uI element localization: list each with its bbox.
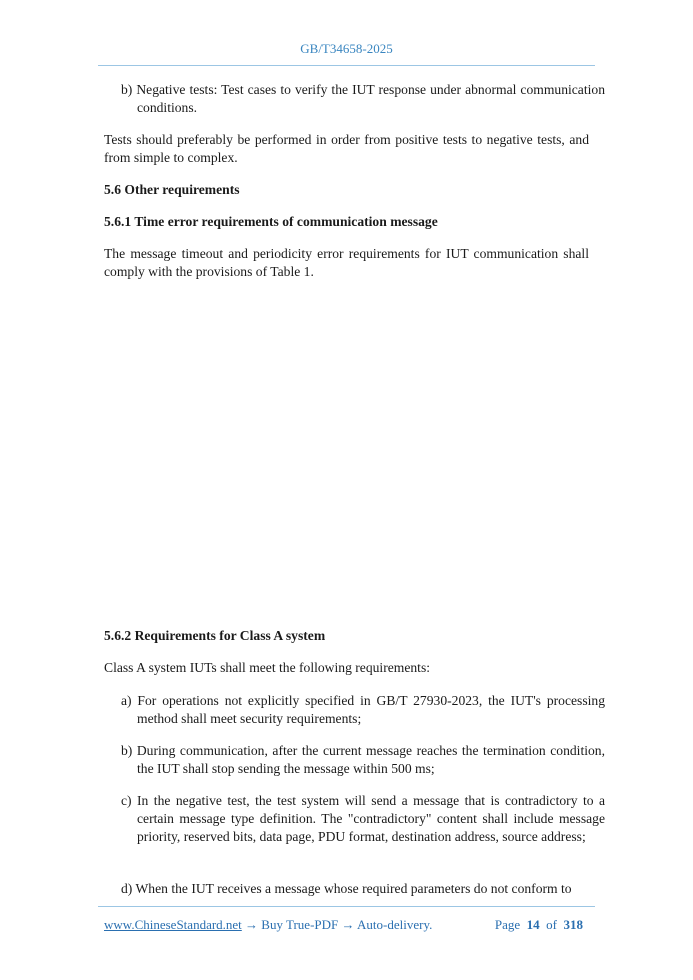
list-item: d) When the IUT receives a message whose required parameters do not conform to [121, 881, 572, 896]
page-indicator [495, 916, 583, 934]
paragraph-test-order: Tests should preferably be performed in order from positive tests to negative tests, and from simple to complex. [104, 132, 589, 165]
list-item: c) In the negative test, the test system will send a message that is contradictory to a certain message type definition. The "contradictory" content shall include message priority, reserved bits, data page, PDU format, destination address, source address; [121, 793, 605, 844]
website-link[interactable]: www.ChineseStandard.net [104, 917, 242, 932]
footer-promo [104, 916, 432, 934]
paragraph-class-a: Class A system IUTs shall meet the following requirements: [104, 660, 431, 675]
section-heading-5-6-1: 5.6.1 Time error requirements of communication message [104, 214, 438, 229]
header-divider [98, 65, 595, 66]
list-item: a) For operations not explicitly specified in GB/T 27930-2023, the IUT's processing method shall meet security requirements; [121, 693, 605, 726]
footer-divider [98, 906, 595, 907]
footer [104, 916, 583, 934]
current-page: 14 [526, 917, 540, 932]
footer-promo-text: → Buy True-PDF → Auto-delivery. [241, 917, 433, 932]
document-header-id: GB/T34658-2025 [300, 41, 393, 56]
paragraph-timeout: The message timeout and periodicity error requirements for IUT communication shall comply with the provisions of Table 1. [104, 246, 589, 279]
of-label: of [546, 917, 557, 932]
total-pages: 318 [563, 917, 583, 932]
section-heading-5-6: 5.6 Other requirements [104, 182, 240, 197]
list-item-negative-tests: b) Negative tests: Test cases to verify the IUT response under abnormal communication conditions. [121, 82, 605, 115]
page-label: Page [494, 917, 521, 932]
section-heading-5-6-2: 5.6.2 Requirements for Class A system [104, 628, 326, 643]
list-item: b) During communication, after the current message reaches the termination condition, the IUT shall stop sending the message within 500 ms; [121, 743, 605, 776]
